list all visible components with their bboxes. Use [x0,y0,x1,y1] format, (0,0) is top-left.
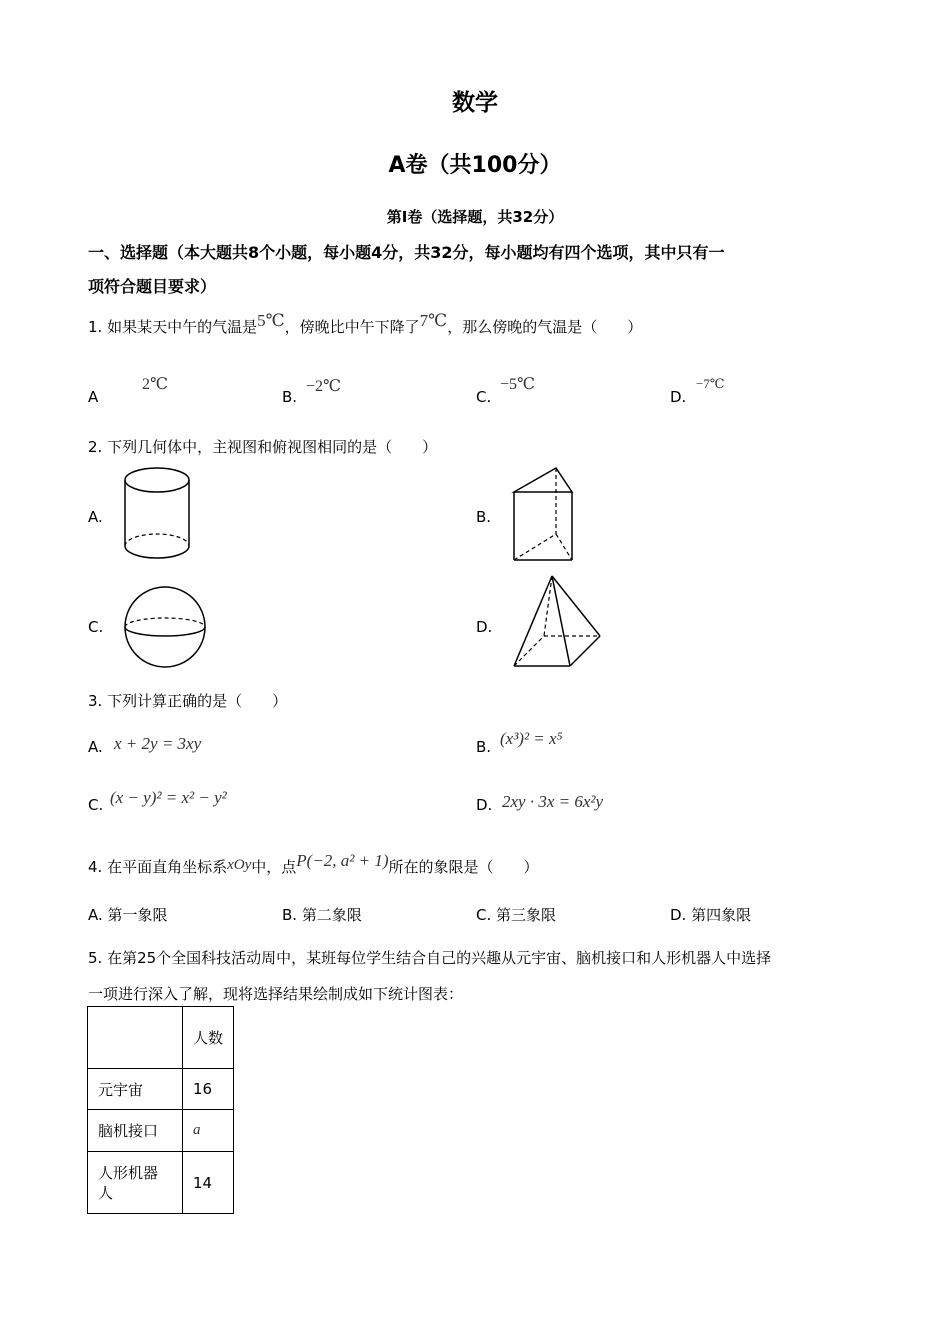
q1-temp2: 7℃ [419,311,448,330]
q3-option-d-expr: 2xy · 3x = 6x²y [502,792,604,811]
sphere-figure [122,586,210,670]
q2-text: 下列几何体中，主视图和俯视图相同的是（ ） [107,438,438,456]
q4-option-a [88,904,168,925]
q4-text-mid: 中，点 [251,858,297,876]
q1-option-b-label: B. [282,388,298,406]
table-cell-category: 元宇宙 [88,1069,183,1110]
q4-option-a-value: 第一象限 [107,906,168,924]
question-5 [88,940,868,1012]
table-cell-value: 16 [183,1069,234,1110]
q3-option-c-expr: (x − y)² = x² − y² [110,788,227,807]
table-cell-category: 脑机接口 [88,1110,183,1152]
q1-text-before: 如果某天中午的气温是 [107,318,258,336]
q4-option-d [670,904,751,925]
q4-coord: xOy [227,857,252,873]
q2-option-b-label: B. [476,508,492,526]
q4-point: P(−2, a² + 1) [296,851,389,870]
q3-option-b-expr: (x³)² = x⁵ [500,729,563,748]
q3-text: 下列计算正确的是（ ） [107,692,288,710]
q4-option-c [476,904,556,925]
q1-number: 1. [88,318,103,336]
section1-line2: 项符合题目要求） [88,277,217,296]
q2-option-a-label: A. [88,508,103,526]
q2-option-d-label: D. [476,618,493,636]
table-row [88,1069,234,1110]
table-header-blank [88,1007,183,1069]
cylinder-figure [122,466,194,564]
q1-option-a-value: 2℃ [142,376,168,393]
table-row [88,1152,234,1214]
q3-option-a-expr: x + 2y = 3xy [114,734,202,753]
q1-option-c-label: C. [476,388,492,406]
table-cell-value: 14 [183,1152,234,1214]
q4-option-b-value: 第二象限 [301,906,362,924]
triangular-prism-figure [510,466,576,564]
q3-number: 3. [88,692,103,710]
statistics-table [87,1006,234,1214]
q4-option-a-label: A. [88,906,103,924]
q1-option-d-value: −7℃ [696,376,725,391]
q4-option-b-label: B. [282,906,298,924]
q4-option-d-label: D. [670,906,687,924]
q5-number: 5. [88,949,103,967]
table-header-count: 人数 [183,1007,234,1069]
table-header-row [88,1007,234,1069]
q4-number: 4. [88,858,103,876]
section1-line1: 一、选择题（本大题共8个小题，每小题4分，共32分，每小题均有四个选项，其中只有一 [88,243,725,262]
q5-line1: 在第25个全国科技活动周中，某班每位学生结合自己的兴趣从元宇宙、脑机接口和人形机器人中选择 [107,949,772,967]
q3-option-b-label: B. [476,738,492,756]
square-pyramid-figure [512,574,604,670]
q4-option-c-value: 第三象限 [496,906,557,924]
part-title: 第I卷（选择题，共32分） [386,208,564,226]
section1-heading [88,236,868,304]
question-2 [88,436,437,457]
q1-text-after: ，那么傍晚的气温是（ ） [447,318,643,336]
q3-option-a-label: A. [88,738,103,756]
question-1 [88,311,643,337]
question-3 [88,690,287,711]
q5-line2: 一项进行深入了解，现将选择结果绘制成如下统计图表： [88,985,464,1003]
q3-option-c-label: C. [88,796,104,814]
q1-option-a-label: A [88,388,99,406]
table-row [88,1110,234,1152]
subject-title: 数学 [452,90,498,116]
q4-text-after: 所在的象限是（ ） [388,858,539,876]
q2-number: 2. [88,438,103,456]
q1-temp1: 5℃ [257,311,285,330]
table-cell-value: a [183,1110,234,1152]
q1-option-b-value: −2℃ [306,378,341,395]
q1-text-mid: ，傍晚比中午下降了 [284,318,420,336]
question-4 [88,851,539,877]
paper-title: A卷（共100分） [388,153,562,178]
q4-option-b [282,904,362,925]
q4-text-before: 在平面直角坐标系 [107,858,228,876]
q4-option-c-label: C. [476,906,492,924]
q3-option-d-label: D. [476,796,493,814]
q4-option-d-value: 第四象限 [691,906,752,924]
q2-option-c-label: C. [88,618,104,636]
table-cell-category: 人形机器人 [88,1152,183,1214]
q1-option-d-label: D. [670,388,687,406]
q1-option-c-value: −5℃ [500,376,535,393]
